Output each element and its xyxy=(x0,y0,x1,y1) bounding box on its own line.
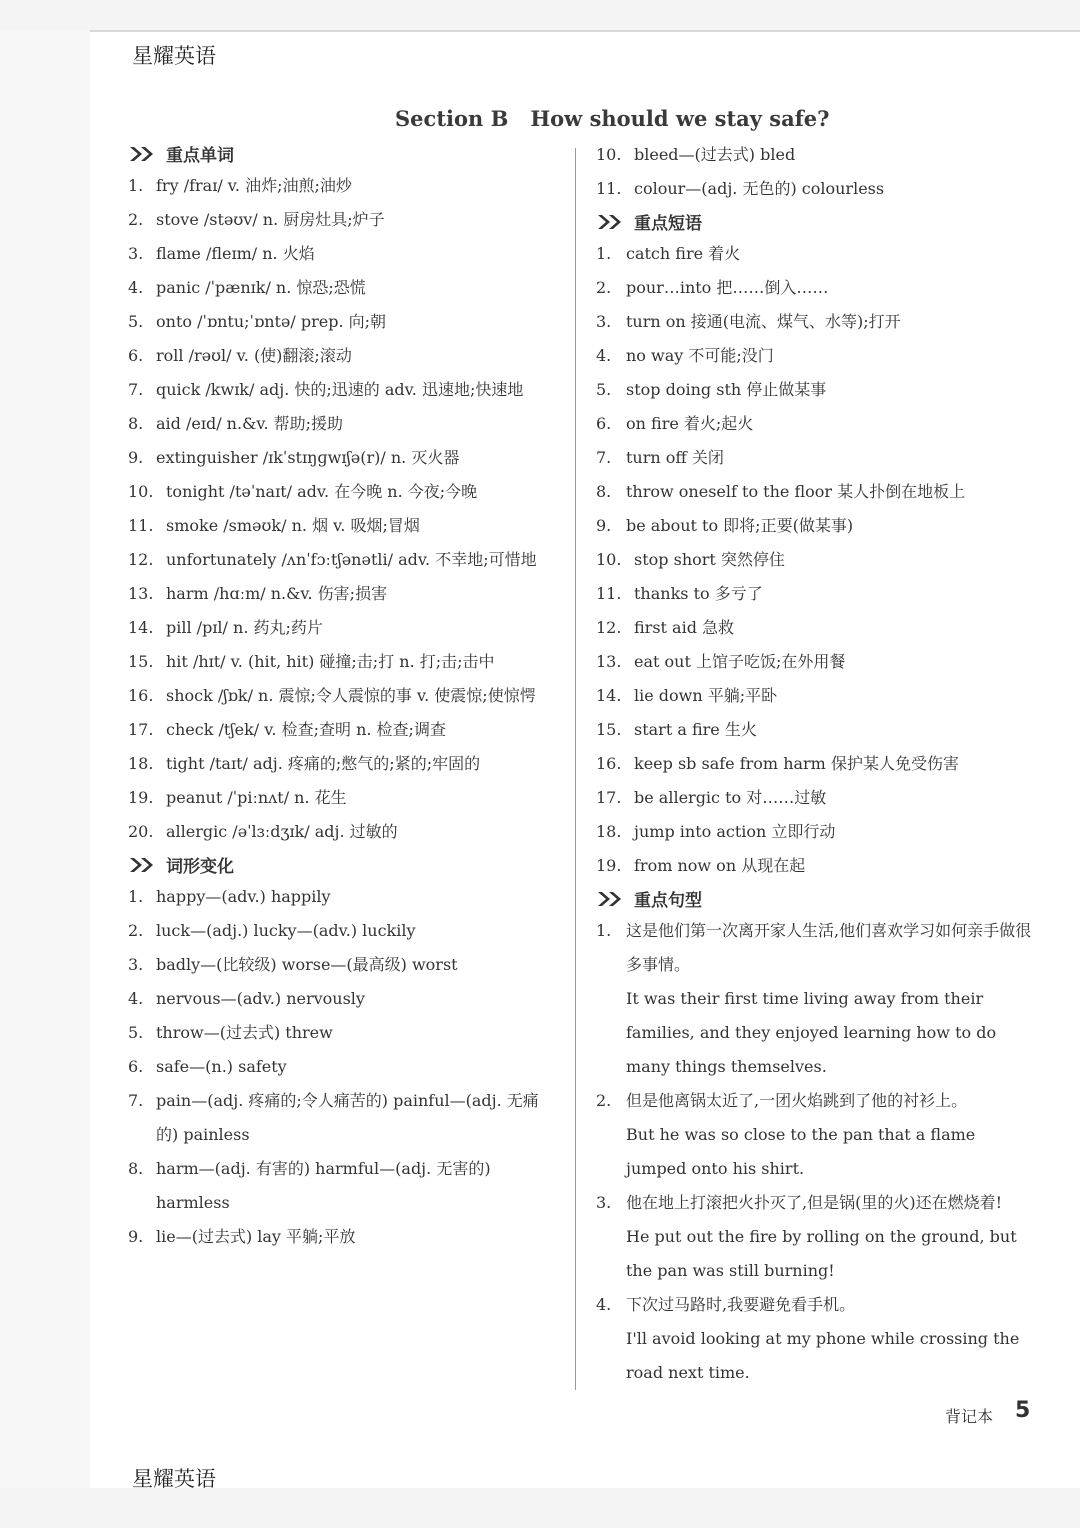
list-item xyxy=(128,1220,560,1254)
double-chevron-icon xyxy=(596,889,626,909)
item-text: tight /taɪt/ adj. 疼痛的;憋气的;紧的;牢固的 xyxy=(166,754,481,773)
item-number: 17. xyxy=(596,788,622,807)
item-number: 7. xyxy=(128,1091,144,1110)
item-text: unfortunately /ʌnˈfɔːtʃənətli/ adv. 不幸地;可惜地 xyxy=(166,550,537,569)
item-text: hit /hɪt/ v. (hit, hit) 碰撞;击;打 n. 打;击;击中 xyxy=(166,652,495,671)
item-number: 13. xyxy=(128,584,154,603)
item-number: 16. xyxy=(596,754,622,773)
item-number: 11. xyxy=(128,516,154,535)
item-number: 10. xyxy=(596,550,622,569)
double-chevron-icon xyxy=(128,855,158,875)
item-number: 14. xyxy=(596,686,622,705)
item-text: lie down 平躺;平卧 xyxy=(634,686,778,705)
item-number: 5. xyxy=(128,312,144,331)
item-text: panic /ˈpænɪk/ n. 惊恐;恐慌 xyxy=(156,278,366,297)
sentence-chinese: 这是他们第一次离开家人生活,他们喜欢学习如何亲手做很多事情。 xyxy=(626,921,1032,974)
page-margin-top xyxy=(0,0,1080,30)
item-text: nervous—(adv.) nervously xyxy=(156,989,365,1008)
item-number: 6. xyxy=(128,346,144,365)
item-number: 8. xyxy=(128,414,144,433)
list-item xyxy=(596,509,1032,543)
list-item xyxy=(128,1152,560,1220)
item-text: pain—(adj. 疼痛的;令人痛苦的) painful—(adj. 无痛的) painless xyxy=(156,1091,539,1144)
watermark-bottom: 星耀英语 xyxy=(132,1467,216,1491)
item-number: 2. xyxy=(596,1091,612,1110)
item-number: 2. xyxy=(128,210,144,229)
list-item xyxy=(596,543,1032,577)
item-text: throw oneself to the floor 某人扑倒在地板上 xyxy=(626,482,966,501)
list-item xyxy=(128,169,560,203)
item-text: bleed—(过去式) bled xyxy=(634,145,796,164)
list-item xyxy=(128,713,560,747)
item-number: 3. xyxy=(128,955,144,974)
item-number: 9. xyxy=(596,516,612,535)
list-item xyxy=(596,407,1032,441)
list-item xyxy=(128,679,560,713)
item-text: stop doing sth 停止做某事 xyxy=(626,380,827,399)
item-number: 19. xyxy=(596,856,622,875)
list-item xyxy=(596,138,1032,172)
item-number: 5. xyxy=(128,1023,144,1042)
item-text: stove /stəʊv/ n. 厨房灶具;炉子 xyxy=(156,210,385,229)
list-item xyxy=(596,679,1032,713)
list-item xyxy=(596,645,1032,679)
item-text: shock /ʃɒk/ n. 震惊;令人震惊的事 v. 使震惊;使惊愕 xyxy=(166,686,536,705)
item-number: 3. xyxy=(596,1193,612,1212)
item-number: 8. xyxy=(596,482,612,501)
section-label: Section B xyxy=(395,106,509,131)
item-text: throw—(过去式) threw xyxy=(156,1023,333,1042)
list-item xyxy=(596,747,1032,781)
list-item xyxy=(128,1016,560,1050)
page-number: 5 xyxy=(1015,1398,1031,1423)
item-text: stop short 突然停住 xyxy=(634,550,785,569)
list-item xyxy=(128,543,560,577)
item-text: check /tʃek/ v. 检查;查明 n. 检查;调查 xyxy=(166,720,446,739)
item-text: badly—(比较级) worse—(最高级) worst xyxy=(156,955,458,974)
item-text: catch fire 着火 xyxy=(626,244,741,263)
list-item xyxy=(128,373,560,407)
item-text: turn off 关闭 xyxy=(626,448,724,467)
item-number: 12. xyxy=(596,618,622,637)
item-number: 18. xyxy=(128,754,154,773)
item-number: 2. xyxy=(128,921,144,940)
item-number: 4. xyxy=(596,346,612,365)
item-number: 1. xyxy=(596,921,612,940)
item-number: 10. xyxy=(128,482,154,501)
item-number: 2. xyxy=(596,278,612,297)
item-text: from now on 从现在起 xyxy=(634,856,806,875)
sentence-text xyxy=(626,914,1032,1084)
list-item xyxy=(128,880,560,914)
item-text: roll /rəʊl/ v. (使)翻滚;滚动 xyxy=(156,346,352,365)
list-item xyxy=(128,305,560,339)
list-item xyxy=(128,948,560,982)
list-item xyxy=(596,611,1032,645)
item-number: 7. xyxy=(128,380,144,399)
item-number: 3. xyxy=(128,244,144,263)
sentence-item xyxy=(596,914,1032,1084)
forms-continued-list xyxy=(596,138,1032,206)
item-text: first aid 急救 xyxy=(634,618,735,637)
item-text: be about to 即将;正要(做某事) xyxy=(626,516,854,535)
list-item xyxy=(128,203,560,237)
item-text: jump into action 立即行动 xyxy=(634,822,836,841)
item-number: 4. xyxy=(128,278,144,297)
left-column xyxy=(128,138,560,1254)
item-text: smoke /sməʊk/ n. 烟 v. 吸烟;冒烟 xyxy=(166,516,420,535)
item-text: colour—(adj. 无色的) colourless xyxy=(634,179,885,198)
list-item xyxy=(596,271,1032,305)
list-item xyxy=(128,747,560,781)
item-number: 13. xyxy=(596,652,622,671)
item-number: 20. xyxy=(128,822,154,841)
forms-list xyxy=(128,880,560,1254)
item-text: turn on 接通(电流、煤气、水等);打开 xyxy=(626,312,901,331)
section-question: How should we stay safe? xyxy=(530,106,830,131)
item-text: pour…into 把……倒入…… xyxy=(626,278,829,297)
item-number: 11. xyxy=(596,179,622,198)
item-number: 6. xyxy=(128,1057,144,1076)
item-number: 8. xyxy=(128,1159,144,1178)
item-text: thanks to 多亏了 xyxy=(634,584,763,603)
list-item xyxy=(596,373,1032,407)
item-number: 14. xyxy=(128,618,154,637)
sentence-english: I'll avoid looking at my phone while crossing the road next time. xyxy=(626,1329,1020,1382)
item-number: 4. xyxy=(128,989,144,1008)
item-text: quick /kwɪk/ adj. 快的;迅速的 adv. 迅速地;快速地 xyxy=(156,380,524,399)
list-item xyxy=(128,982,560,1016)
list-item xyxy=(128,1084,560,1152)
vocab-list xyxy=(128,169,560,849)
list-item xyxy=(128,339,560,373)
list-item xyxy=(128,781,560,815)
list-item xyxy=(128,237,560,271)
item-text: safe—(n.) safety xyxy=(156,1057,287,1076)
sentence-english: He put out the fire by rolling on the ground, but the pan was still burning! xyxy=(626,1227,1017,1280)
phrases-list xyxy=(596,237,1032,883)
item-text: keep sb safe from harm 保护某人免受伤害 xyxy=(634,754,959,773)
item-text: lie—(过去式) lay 平躺;平放 xyxy=(156,1227,356,1246)
header-rule xyxy=(90,30,1080,32)
item-text: luck—(adj.) lucky—(adv.) luckily xyxy=(156,921,416,940)
item-text: onto /ˈɒntu;ˈɒntə/ prep. 向;朝 xyxy=(156,312,387,331)
item-number: 17. xyxy=(128,720,154,739)
list-item xyxy=(128,1050,560,1084)
item-text: harm /hɑːm/ n.&v. 伤害;损害 xyxy=(166,584,388,603)
right-column xyxy=(596,138,1032,1390)
list-item xyxy=(596,339,1032,373)
sentence-item xyxy=(596,1186,1032,1288)
list-item xyxy=(128,914,560,948)
item-text: aid /eɪd/ n.&v. 帮助;援助 xyxy=(156,414,344,433)
item-text: extinguisher /ɪkˈstɪŋɡwɪʃə(r)/ n. 灭火器 xyxy=(156,448,460,467)
page-margin-bottom xyxy=(0,1488,1080,1528)
list-item xyxy=(596,237,1032,271)
item-number: 18. xyxy=(596,822,622,841)
item-number: 1. xyxy=(128,176,144,195)
list-item xyxy=(128,475,560,509)
list-item xyxy=(596,577,1032,611)
item-text: happy—(adv.) happily xyxy=(156,887,331,906)
item-text: no way 不可能;没门 xyxy=(626,346,774,365)
item-number: 16. xyxy=(128,686,154,705)
phrases-heading xyxy=(596,206,1032,237)
sentences-heading-label: 重点句型 xyxy=(634,891,702,911)
list-item xyxy=(596,781,1032,815)
item-number: 1. xyxy=(596,244,612,263)
list-item xyxy=(128,815,560,849)
item-number: 7. xyxy=(596,448,612,467)
page-margin-left xyxy=(0,0,90,1528)
item-number: 15. xyxy=(596,720,622,739)
footer-label: 背记本 xyxy=(945,1407,994,1426)
list-item xyxy=(128,611,560,645)
item-text: fry /fraɪ/ v. 油炸;油煎;油炒 xyxy=(156,176,352,195)
sentence-text xyxy=(626,1084,1032,1186)
list-item xyxy=(596,849,1032,883)
sentence-chinese: 下次过马路时,我要避免看手机。 xyxy=(626,1295,856,1314)
double-chevron-icon xyxy=(128,144,158,164)
list-item xyxy=(128,441,560,475)
forms-heading xyxy=(128,849,560,880)
sentences-list xyxy=(596,914,1032,1390)
sentence-item xyxy=(596,1084,1032,1186)
list-item xyxy=(596,441,1032,475)
list-item xyxy=(596,713,1032,747)
item-number: 11. xyxy=(596,584,622,603)
column-divider xyxy=(575,148,576,1390)
item-number: 6. xyxy=(596,414,612,433)
item-number: 3. xyxy=(596,312,612,331)
item-text: on fire 着火;起火 xyxy=(626,414,754,433)
sentence-chinese: 但是他离锅太近了,一团火焰跳到了他的衬衫上。 xyxy=(626,1091,968,1110)
item-text: allergic /əˈlɜːdʒɪk/ adj. 过敏的 xyxy=(166,822,398,841)
sentence-english: It was their first time living away from their families, and they enjoyed learning how to do many things themselves. xyxy=(626,989,997,1076)
vocab-heading-label: 重点单词 xyxy=(166,146,234,166)
sentence-text xyxy=(626,1288,1032,1390)
page-title xyxy=(395,106,829,131)
item-number: 15. xyxy=(128,652,154,671)
sentence-item xyxy=(596,1288,1032,1390)
watermark-top: 星耀英语 xyxy=(132,44,216,68)
list-item xyxy=(128,645,560,679)
item-text: pill /pɪl/ n. 药丸;药片 xyxy=(166,618,323,637)
list-item xyxy=(128,407,560,441)
sentence-text xyxy=(626,1186,1032,1288)
list-item xyxy=(596,815,1032,849)
list-item xyxy=(596,305,1032,339)
item-text: flame /fleɪm/ n. 火焰 xyxy=(156,244,315,263)
item-number: 10. xyxy=(596,145,622,164)
item-text: peanut /ˈpiːnʌt/ n. 花生 xyxy=(166,788,347,807)
item-number: 4. xyxy=(596,1295,612,1314)
double-chevron-icon xyxy=(596,212,626,232)
item-number: 9. xyxy=(128,1227,144,1246)
item-number: 5. xyxy=(596,380,612,399)
list-item xyxy=(128,509,560,543)
list-item xyxy=(128,271,560,305)
sentences-heading xyxy=(596,883,1032,914)
list-item xyxy=(596,172,1032,206)
item-text: start a fire 生火 xyxy=(634,720,757,739)
item-text: eat out 上馆子吃饭;在外用餐 xyxy=(634,652,846,671)
item-number: 9. xyxy=(128,448,144,467)
item-number: 1. xyxy=(128,887,144,906)
phrases-heading-label: 重点短语 xyxy=(634,214,702,234)
item-number: 12. xyxy=(128,550,154,569)
forms-heading-label: 词形变化 xyxy=(166,857,234,877)
vocab-heading xyxy=(128,138,560,169)
sentence-english: But he was so close to the pan that a flame jumped onto his shirt. xyxy=(626,1125,976,1178)
item-number: 19. xyxy=(128,788,154,807)
item-text: be allergic to 对……过敏 xyxy=(634,788,827,807)
sentence-chinese: 他在地上打滚把火扑灭了,但是锅(里的火)还在燃烧着! xyxy=(626,1193,1003,1212)
list-item xyxy=(596,475,1032,509)
item-text: harm—(adj. 有害的) harmful—(adj. 无害的) harmless xyxy=(156,1159,491,1212)
list-item xyxy=(128,577,560,611)
item-text: tonight /təˈnaɪt/ adv. 在今晚 n. 今夜;今晚 xyxy=(166,482,478,501)
